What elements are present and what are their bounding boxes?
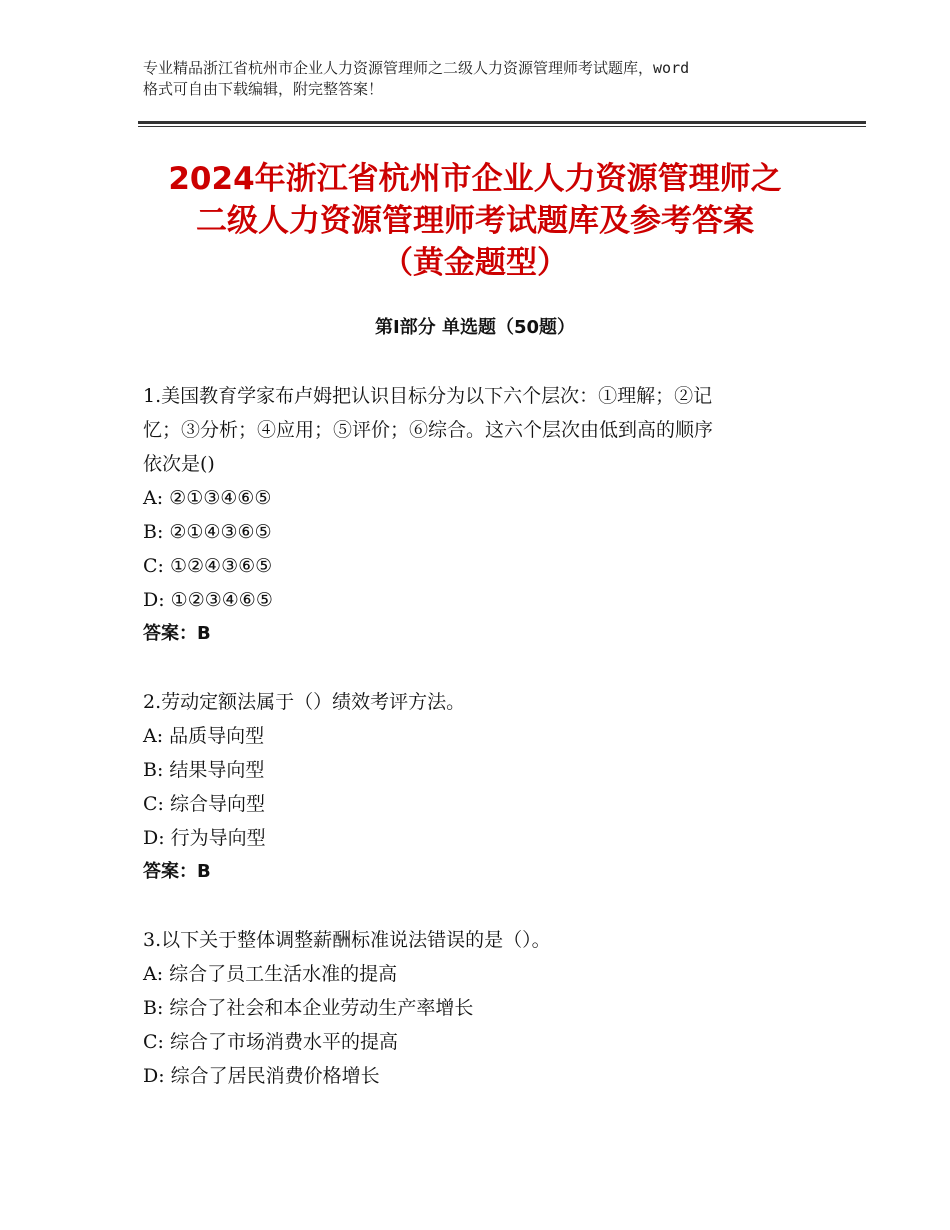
option-a: A: ②①③④⑥⑤ bbox=[143, 487, 272, 509]
document-title-line-1: 2024年浙江省杭州市企业人力资源管理师之 bbox=[168, 161, 782, 197]
answer-label: 答案：B bbox=[143, 623, 211, 644]
header-note bbox=[143, 58, 823, 100]
question-list bbox=[143, 379, 823, 1093]
header-note-line-1: 专业精品浙江省杭州市企业人力资源管理师之二级人力资源管理师考试题库，word bbox=[143, 59, 690, 77]
section-title: 第Ⅰ部分 单选题（50题） bbox=[374, 317, 575, 338]
header-note-line-2: 格式可自由下载编辑，附完整答案！ bbox=[143, 80, 384, 98]
question-stem-line: 2.劳动定额法属于（）绩效考评方法。 bbox=[143, 691, 466, 713]
document-title-line-3: （黄金题型） bbox=[382, 245, 568, 281]
question-1 bbox=[143, 379, 823, 651]
document-title bbox=[100, 158, 850, 284]
header-divider-thin bbox=[138, 126, 866, 127]
option-c: C: ①②④③⑥⑤ bbox=[143, 555, 273, 577]
question-stem-line: 1.美国教育学家布卢姆把认识目标分为以下六个层次：①理解；②记 bbox=[143, 385, 713, 407]
option-a: A: 综合了员工生活水准的提高 bbox=[143, 963, 398, 985]
option-d: D: 行为导向型 bbox=[143, 827, 266, 849]
option-b: B: 结果导向型 bbox=[143, 759, 265, 781]
question-stem-line: 依次是() bbox=[143, 453, 215, 475]
question-spacer bbox=[143, 651, 823, 685]
question-2 bbox=[143, 685, 823, 889]
answer-label: 答案：B bbox=[143, 861, 211, 882]
option-b: B: ②①④③⑥⑤ bbox=[143, 521, 272, 543]
option-a: A: 品质导向型 bbox=[143, 725, 265, 747]
question-stem-line: 3.以下关于整体调整薪酬标准说法错误的是（）。 bbox=[143, 929, 551, 951]
question-spacer bbox=[143, 889, 823, 923]
option-c: C: 综合导向型 bbox=[143, 793, 265, 815]
option-c: C: 综合了市场消费水平的提高 bbox=[143, 1031, 398, 1053]
document-title-line-2: 二级人力资源管理师考试题库及参考答案 bbox=[196, 203, 754, 239]
header-divider-thick bbox=[138, 121, 866, 124]
question-3 bbox=[143, 923, 823, 1093]
question-stem-line: 忆；③分析；④应用；⑤评价；⑥综合。这六个层次由低到高的顺序 bbox=[143, 419, 714, 441]
option-d: D: 综合了居民消费价格增长 bbox=[143, 1065, 380, 1087]
option-d: D: ①②③④⑥⑤ bbox=[143, 589, 273, 611]
option-b: B: 综合了社会和本企业劳动生产率增长 bbox=[143, 997, 474, 1019]
